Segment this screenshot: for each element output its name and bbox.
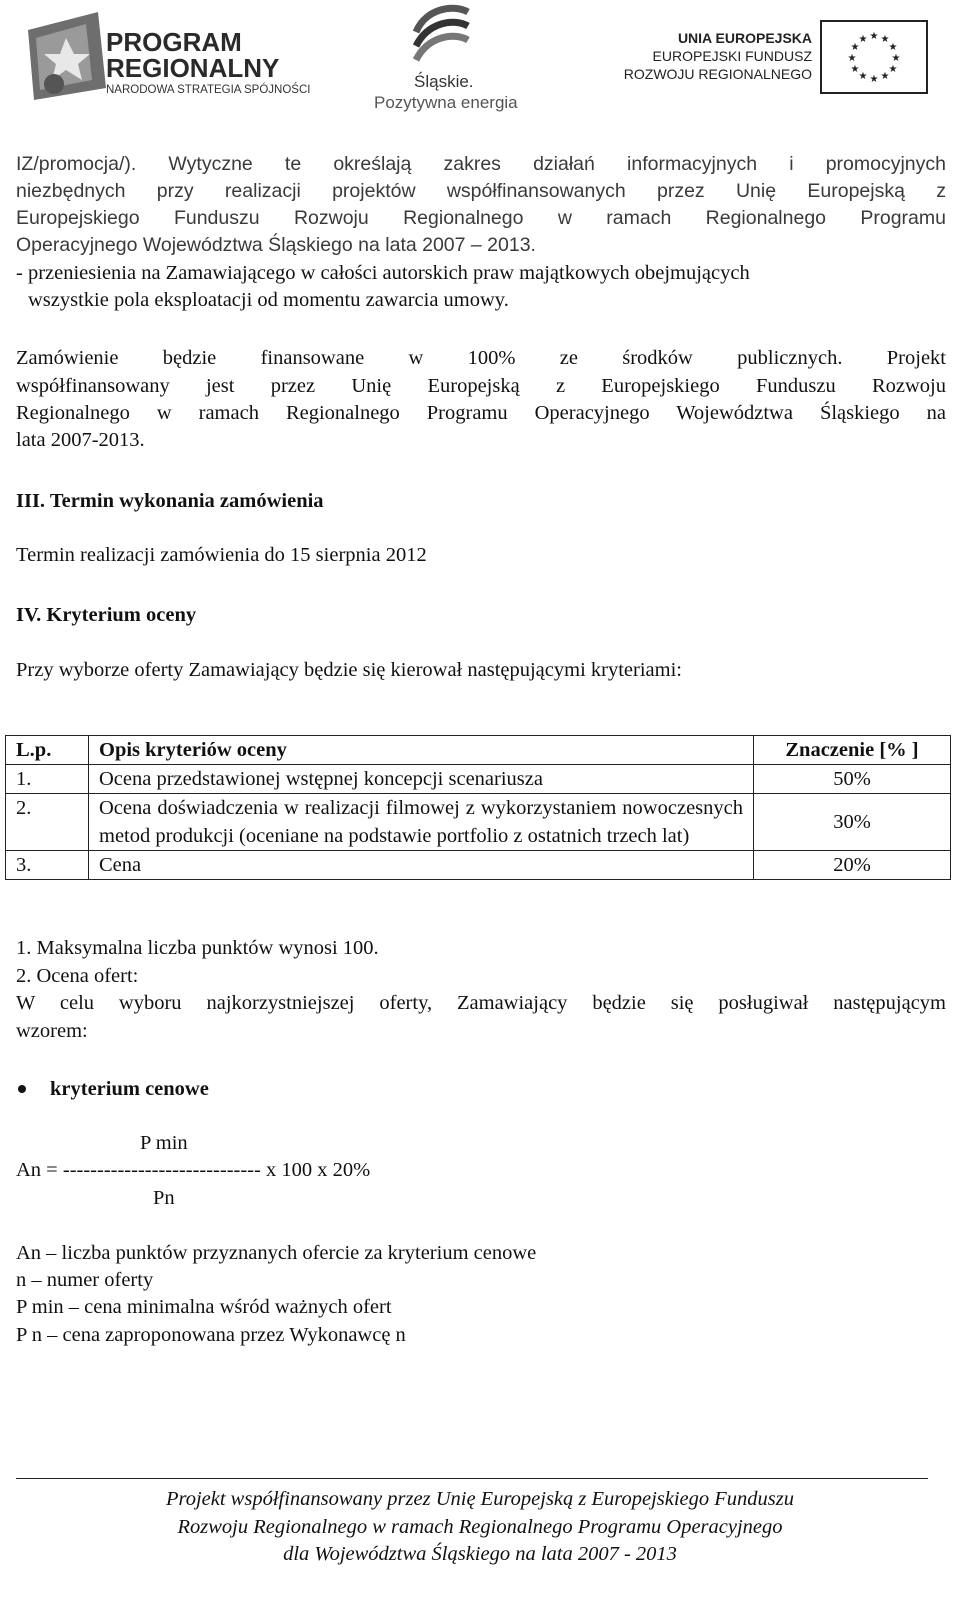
svg-text:★: ★ [888, 42, 898, 53]
intro-line-3: Europejskiego Funduszu Rozwoju Regionalnego w ramach Regionalnego Programu [16, 207, 946, 229]
row-number: 3. [6, 851, 89, 880]
formula-numerator: P min [140, 1132, 188, 1154]
financing-line-3: Regionalnego w ramach Regionalnego Programu Operacyjnego Województwa Śląskiego na [16, 402, 946, 424]
intro-line-4: Operacyjnego Województwa Śląskiego na lata 2007 – 2013. [16, 234, 536, 256]
svg-text:★: ★ [850, 42, 860, 53]
svg-text:★: ★ [869, 31, 879, 42]
footer-line-2: Rozwoju Regionalnego w ramach Regionalnego Programu Operacyjnego [177, 1516, 783, 1538]
row-number: 1. [6, 765, 89, 794]
financing-line-4: lata 2007-2013. [16, 429, 145, 451]
row-number: 2. [6, 794, 89, 851]
row-description: Cena [89, 851, 754, 880]
svg-text:★: ★ [869, 74, 879, 85]
footer-line-1: Projekt współfinansowany przez Unię Europejską z Europejskiego Funduszu [165, 1488, 795, 1510]
footer-divider [16, 1478, 928, 1479]
financing-line-1: Zamówienie będzie finansowane w 100% ze środków publicznych. Projekt [16, 347, 946, 369]
program-logo-line2: REGIONALNY [106, 53, 280, 83]
slaskie-logo-name: Śląskie. [414, 72, 474, 91]
formula-denominator: Pn [153, 1187, 175, 1209]
intro-line-2: niezbędnych przy realizacji projektów współfinansowanych przez Unię Europejską z [16, 180, 946, 202]
definition-pn: P n – cena zaproponowana przez Wykonawcę n [16, 1324, 406, 1346]
program-logo-line3: NARODOWA STRATEGIA SPÓJNOŚCI [106, 84, 311, 96]
formula-main: An = ----------------------------- x 100 x 20% [16, 1159, 371, 1181]
eu-logo [600, 18, 930, 98]
program-logo-line1: PROGRAM [106, 27, 242, 57]
svg-text:★: ★ [850, 64, 860, 75]
section-4-text: Przy wyborze oferty Zamawiający będzie się kierował następującymi kryteriami: [16, 659, 682, 681]
intro-bullet-line-1: - przeniesienia na Zamawiającego w całości autorskich praw majątkowych obejmujących [16, 262, 750, 284]
price-criterion-bullet: kryterium cenowe [50, 1078, 209, 1100]
svg-text:★: ★ [847, 53, 857, 64]
svg-text:★: ★ [888, 64, 898, 75]
section-4-heading: IV. Kryterium oceny [16, 604, 197, 626]
slaskie-logo [370, 0, 520, 118]
intro-line-1: IZ/promocja/). Wytyczne te określają zakres działań informacyjnych i promocyjnych [16, 153, 946, 175]
table-row [6, 794, 951, 851]
svg-text:★: ★ [891, 53, 901, 64]
row-weight: 30% [754, 794, 951, 851]
eu-flag-icon [820, 20, 928, 94]
slaskie-logo-tagline: Pozytywna energia [374, 93, 518, 112]
header-description: Opis kryteriów oceny [89, 736, 754, 765]
header-weight: Znaczenie [% ] [754, 736, 951, 765]
program-regionalny-logo [24, 10, 324, 105]
definition-n: n – numer oferty [16, 1269, 154, 1291]
note-item-1: 1. Maksymalna liczba punktów wynosi 100. [16, 937, 379, 959]
criteria-table-header [6, 736, 951, 765]
note-item-2: 2. Ocena ofert: [16, 965, 139, 987]
bullet-dot [18, 1085, 26, 1093]
svg-text:★: ★ [880, 34, 890, 45]
definition-pmin: P min – cena minimalna wśród ważnych ofert [16, 1296, 392, 1318]
svg-text:★: ★ [880, 71, 890, 82]
table-row [6, 765, 951, 794]
header-lp: L.p. [6, 736, 89, 765]
criteria-table [5, 735, 951, 880]
eu-logo-line3: ROZWOJU REGIONALNEGO [623, 66, 812, 82]
note-line-4: wzorem: [16, 1020, 88, 1042]
section-3-text: Termin realizacji zamówienia do 15 sierpnia 2012 [16, 544, 427, 566]
definition-an: An – liczba punktów przyznanych ofercie za kryterium cenowe [16, 1242, 537, 1264]
footer-line-3: dla Województwa Śląskiego na lata 2007 - 2013 [283, 1543, 677, 1565]
slaskie-logo-icon [410, 2, 474, 72]
svg-text:★: ★ [858, 34, 868, 45]
row-description: Ocena przedstawionej wstępnej koncepcji scenariusza [89, 765, 754, 794]
financing-line-2: współfinansowany jest przez Unię Europejską z Europejskiego Funduszu Rozwoju [16, 375, 946, 397]
svg-text:★: ★ [858, 71, 868, 82]
row-weight: 20% [754, 851, 951, 880]
eu-logo-line2: EUROPEJSKI FUNDUSZ [652, 48, 812, 64]
intro-bullet-line-2: wszystkie pola eksploatacji od momentu zawarcia umowy. [28, 289, 509, 311]
section-3-heading: III. Termin wykonania zamówienia [16, 490, 324, 512]
note-line-3: W celu wyboru najkorzystniejszej oferty, Zamawiający będzie się posługiwał następującym [16, 992, 946, 1014]
program-logo-icon [24, 10, 112, 102]
row-weight: 50% [754, 765, 951, 794]
eu-logo-line1: UNIA EUROPEJSKA [677, 30, 812, 46]
table-row [6, 851, 951, 880]
row-description: Ocena doświadczenia w realizacji filmowej z wykorzystaniem nowoczesnych metod produkcji (oceniane na podstawie portfolio z ostatnich trzech lat) [89, 794, 754, 851]
